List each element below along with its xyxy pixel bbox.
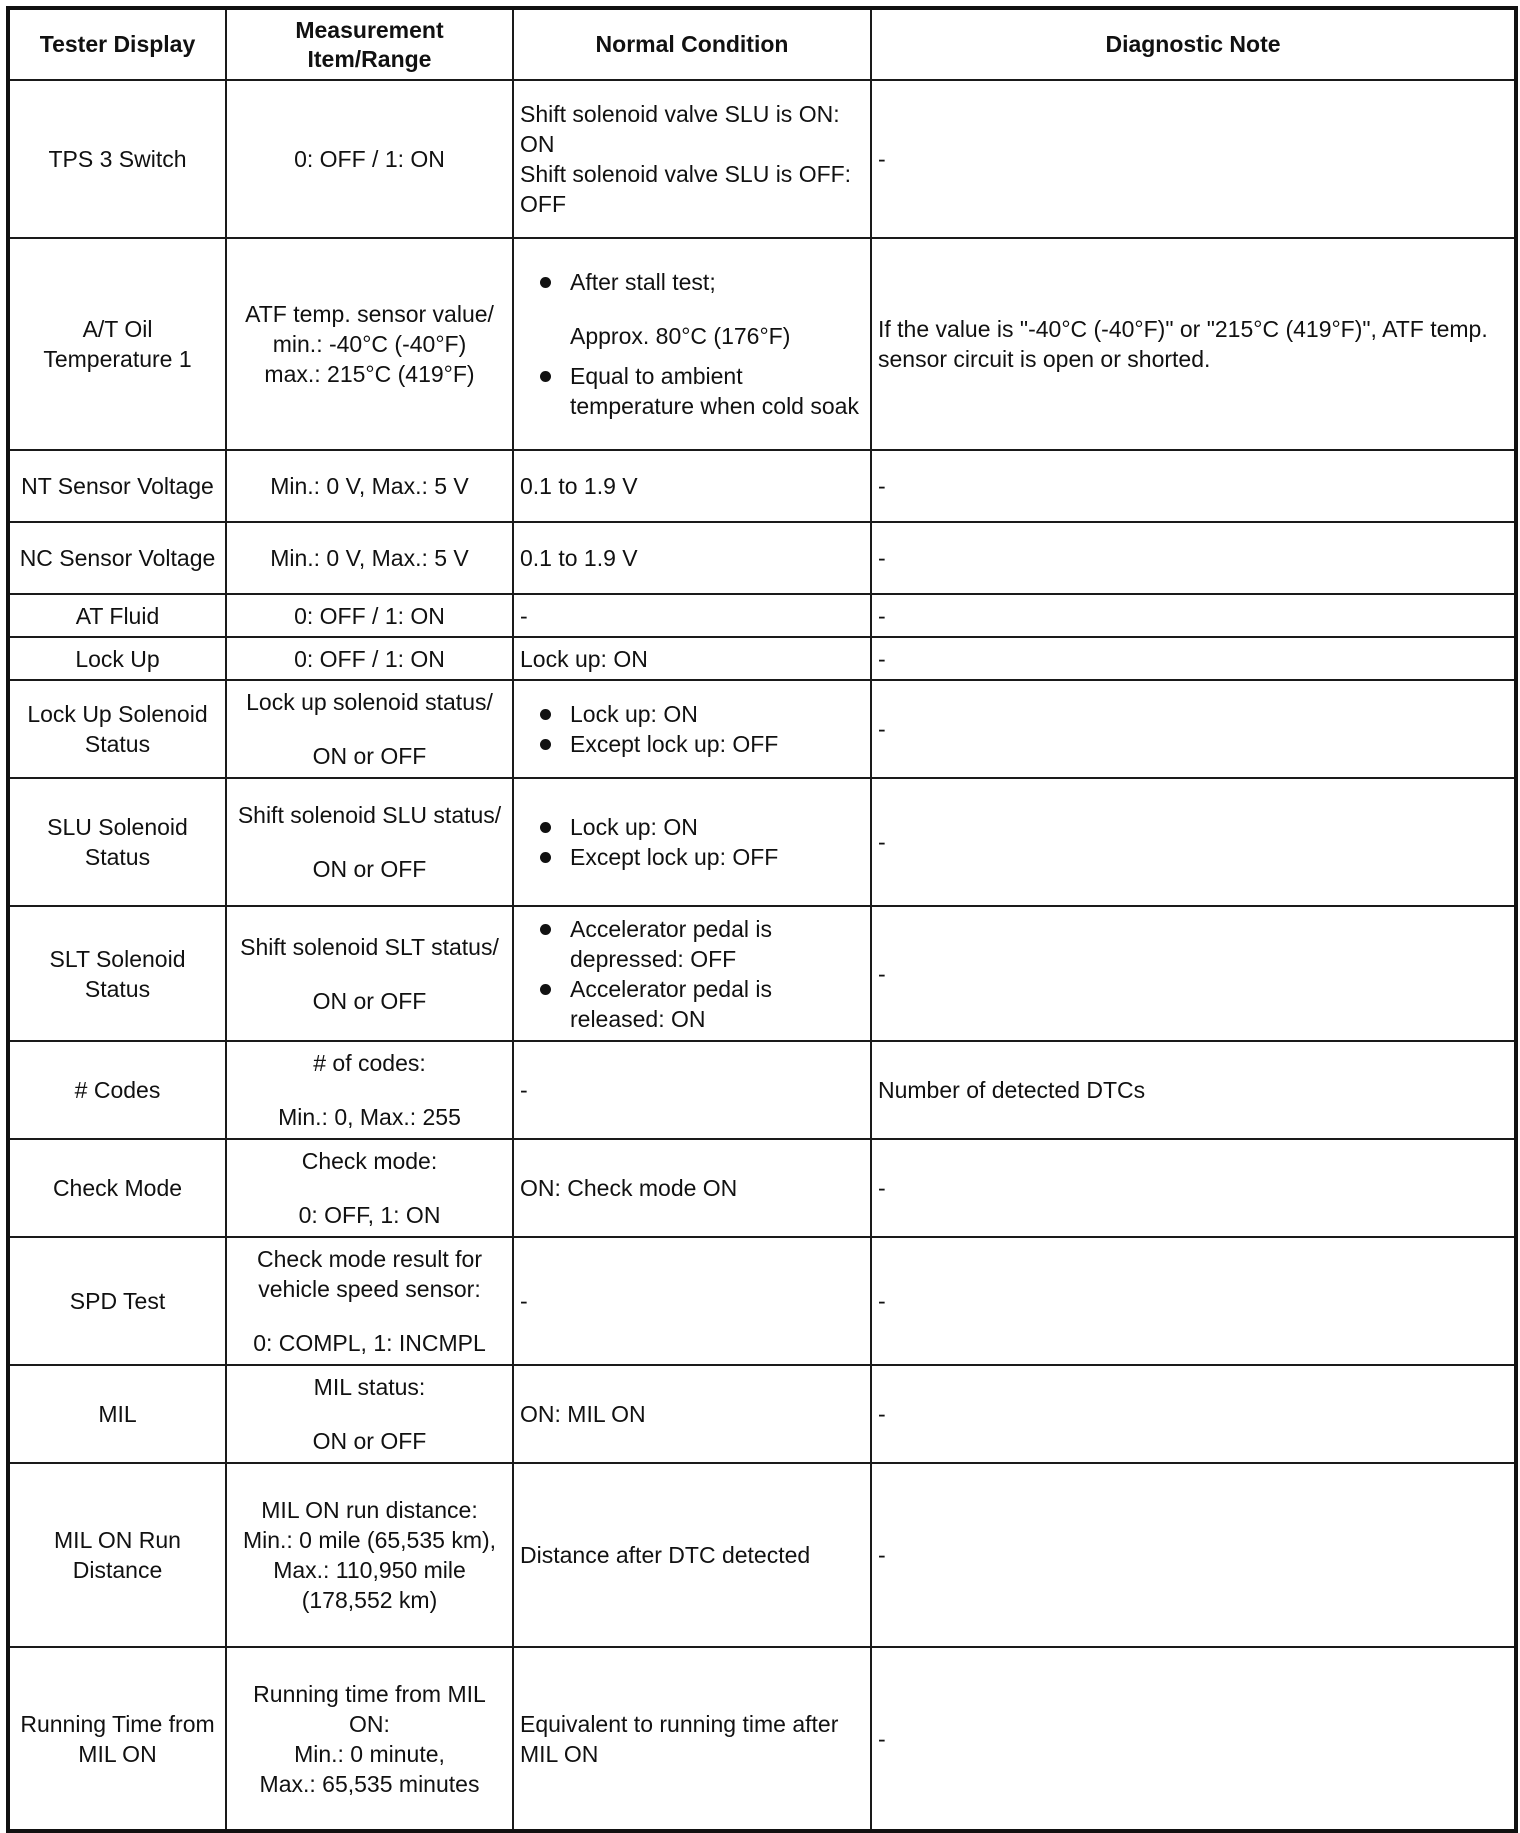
normal-bullet-list (520, 267, 864, 421)
normal-condition-cell (513, 778, 871, 906)
normal-line: Shift solenoid valve SLU is ON: ON (520, 101, 840, 157)
measurement-cell (226, 1237, 513, 1365)
header-normal-condition: Normal Condition (513, 8, 871, 80)
bullet-item: After stall test; (520, 267, 864, 297)
table-row (8, 906, 1516, 1041)
measurement-line: Check mode: (301, 1148, 438, 1174)
measurement-line: ON or OFF (312, 743, 427, 769)
table-row (8, 1463, 1516, 1647)
diagnostic-note-cell: - (871, 1139, 1516, 1237)
tester-display-cell: NT Sensor Voltage (8, 450, 226, 522)
measurement-cell: 0: OFF / 1: ON (226, 637, 513, 680)
table-row (8, 238, 1516, 450)
measurement-cell (226, 680, 513, 778)
tester-display-cell: MIL ON Run Distance (8, 1463, 226, 1647)
measurement-cell (226, 1365, 513, 1463)
table-row (8, 778, 1516, 906)
measurement-line: ON or OFF (312, 1428, 427, 1454)
measurement-line: Lock up solenoid status/ (246, 689, 493, 715)
bullet-item: Equal to ambient temperature when cold soak (520, 361, 864, 421)
tester-display-cell: TPS 3 Switch (8, 80, 226, 238)
normal-bullet-list (520, 914, 864, 1034)
measurement-cell: Min.: 0 V, Max.: 5 V (226, 450, 513, 522)
table-row (8, 1365, 1516, 1463)
diagnostic-note-cell: - (871, 522, 1516, 594)
diagnostic-note-cell: - (871, 80, 1516, 238)
diagnostic-note-cell: - (871, 637, 1516, 680)
diagnostic-note-cell: Number of detected DTCs (871, 1041, 1516, 1139)
measurement-line: 0: OFF, 1: ON (298, 1202, 441, 1228)
table-row (8, 637, 1516, 680)
tester-display-cell: A/T Oil Temperature 1 (8, 238, 226, 450)
normal-condition-cell: Lock up: ON (513, 637, 871, 680)
measurement-line: Running time from MIL ON: (253, 1680, 486, 1737)
bullet-item: Lock up: ON (520, 812, 864, 842)
bullet-item: Accelerator pedal is released: ON (520, 974, 864, 1034)
bullet-item: Except lock up: OFF (520, 842, 864, 872)
tester-display-cell: # Codes (8, 1041, 226, 1139)
measurement-line: MIL ON run distance: (261, 1497, 478, 1523)
data-list-table (6, 6, 1518, 1833)
diagnostic-note-cell: - (871, 778, 1516, 906)
header-diagnostic-note: Diagnostic Note (871, 8, 1516, 80)
measurement-line: Min.: 0 minute, (294, 1740, 445, 1767)
normal-bullet-list (520, 699, 864, 759)
header-row (8, 8, 1516, 80)
measurement-cell (226, 238, 513, 450)
bullet-item: Lock up: ON (520, 699, 864, 729)
tester-display-cell: SPD Test (8, 1237, 226, 1365)
normal-condition-cell: - (513, 1237, 871, 1365)
measurement-cell (226, 778, 513, 906)
diagnostic-note-cell: - (871, 1365, 1516, 1463)
diagnostic-note-cell: If the value is "-40°C (-40°F)" or "215°C (419°F)", ATF temp. sensor circuit is open or shorted. (871, 238, 1516, 450)
bullet-sub-item: Approx. 80°C (176°F) (570, 323, 791, 349)
bullet-item: Accelerator pedal is depressed: OFF (520, 914, 864, 974)
measurement-line: ATF temp. sensor value/ (245, 301, 494, 327)
tester-display-cell: SLU Solenoid Status (8, 778, 226, 906)
measurement-line: 0: OFF / 1: ON (294, 146, 445, 172)
measurement-cell (226, 1463, 513, 1647)
table-row (8, 1139, 1516, 1237)
normal-condition-cell (513, 80, 871, 238)
normal-condition-cell: Distance after DTC detected (513, 1463, 871, 1647)
diagnostic-note-cell: - (871, 1647, 1516, 1831)
diagnostic-note-cell: - (871, 1463, 1516, 1647)
normal-condition-cell: ON: Check mode ON (513, 1139, 871, 1237)
normal-condition-cell: 0.1 to 1.9 V (513, 522, 871, 594)
diagnostic-note-cell: - (871, 680, 1516, 778)
normal-condition-cell: - (513, 594, 871, 637)
measurement-line: Shift solenoid SLU status/ (237, 802, 502, 828)
normal-condition-cell: - (513, 1041, 871, 1139)
normal-line: Shift solenoid valve SLU is OFF: OFF (520, 161, 852, 217)
tester-display-cell: Lock Up Solenoid Status (8, 680, 226, 778)
measurement-line: ON or OFF (312, 987, 427, 1014)
measurement-line: max.: 215°C (419°F) (264, 361, 475, 387)
tester-display-cell: SLT Solenoid Status (8, 906, 226, 1041)
normal-condition-cell (513, 906, 871, 1041)
header-measurement: Measurement Item/Range (226, 8, 513, 80)
table-row (8, 1237, 1516, 1365)
diagnostic-note-cell: - (871, 450, 1516, 522)
measurement-cell (226, 906, 513, 1041)
table-row (8, 80, 1516, 238)
measurement-line: MIL status: (313, 1374, 426, 1400)
table-row (8, 1041, 1516, 1139)
measurement-line: Min.: 0, Max.: 255 (278, 1104, 461, 1130)
measurement-cell (226, 1041, 513, 1139)
measurement-line: Shift solenoid SLT status/ (240, 933, 499, 960)
measurement-line: min.: -40°C (-40°F) (272, 331, 467, 357)
measurement-line: # of codes: (313, 1050, 426, 1076)
table-row (8, 1647, 1516, 1831)
table-row (8, 522, 1516, 594)
measurement-cell (226, 80, 513, 238)
measurement-line: ON or OFF (312, 856, 427, 882)
table-row (8, 680, 1516, 778)
normal-bullet-list (520, 812, 864, 872)
tester-display-cell: Check Mode (8, 1139, 226, 1237)
tester-display-cell: Running Time from MIL ON (8, 1647, 226, 1831)
measurement-cell (226, 1647, 513, 1831)
diagnostic-note-cell: - (871, 906, 1516, 1041)
measurement-line: Min.: 0 mile (65,535 km), (242, 1527, 497, 1553)
tester-display-cell: AT Fluid (8, 594, 226, 637)
normal-condition-cell: Equivalent to running time after MIL ON (513, 1647, 871, 1831)
table-row (8, 594, 1516, 637)
tester-display-cell: NC Sensor Voltage (8, 522, 226, 594)
normal-condition-cell: 0.1 to 1.9 V (513, 450, 871, 522)
measurement-line: 0: COMPL, 1: INCMPL (253, 1330, 486, 1356)
measurement-cell (226, 1139, 513, 1237)
bullet-item: Except lock up: OFF (520, 729, 864, 759)
measurement-line: Max.: 110,950 mile (178,552 km) (273, 1557, 466, 1613)
normal-condition-cell: ON: MIL ON (513, 1365, 871, 1463)
tester-display-cell: MIL (8, 1365, 226, 1463)
diagnostic-note-cell: - (871, 1237, 1516, 1365)
measurement-line: Max.: 65,535 minutes (259, 1770, 480, 1797)
diagnostic-note-cell: - (871, 594, 1516, 637)
measurement-cell: 0: OFF / 1: ON (226, 594, 513, 637)
measurement-line: Check mode result for vehicle speed sensor: (257, 1246, 482, 1302)
measurement-cell: Min.: 0 V, Max.: 5 V (226, 522, 513, 594)
normal-condition-cell (513, 238, 871, 450)
tester-display-cell: Lock Up (8, 637, 226, 680)
table-row (8, 450, 1516, 522)
normal-condition-cell (513, 680, 871, 778)
header-tester-display: Tester Display (8, 8, 226, 80)
